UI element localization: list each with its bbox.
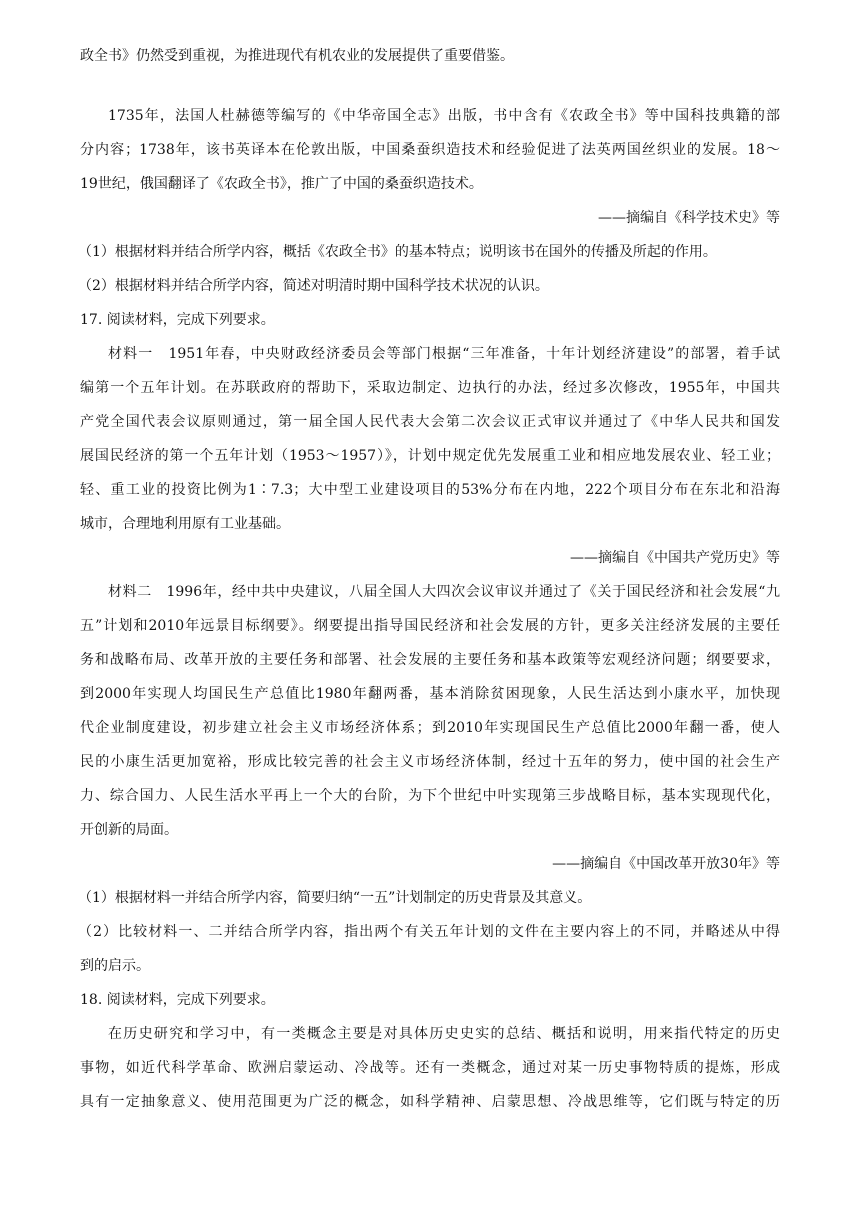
question-heading: 17. 阅读材料，完成下列要求。 (80, 312, 275, 328)
text-line: 19世纪，俄国翻译了《农政全书》，推广了中国的桑蚕织造技术。 (80, 176, 483, 192)
text-line: 1735年，法国人杜赫德等编写的《中华帝国全志》出版，书中含有《农政全书》等中国科技典籍的部 (108, 108, 780, 124)
text-line: 产党全国代表会议原则通过，第一届全国人民代表大会第二次会议正式审议并通过了《中华人民共和国发 (80, 414, 780, 430)
text-line: 到2000年实现人均国民生产总值比1980年翻两番，基本消除贫困现象，人民生活达到小康水平，加快现 (80, 686, 780, 702)
text-line: 具有一定抽象意义、使用范围更为广泛的概念，如科学精神、启蒙思想、冷战思维等，它们既与特定的历 (80, 1094, 780, 1110)
question-line: （2）根据材料并结合所学内容，简述对明清时期中国科学技术状况的认识。 (78, 278, 549, 294)
text-line: 材料一 1951年春，中央财政经济委员会等部门根据“三年准备，十年计划经济建设”的部署，着手试 (108, 346, 780, 362)
text-line: 力、综合国力、人民生活水平再上一个大的台阶，为下个世纪中叶实现第三步战略目标，基本实现现代化， (80, 788, 780, 804)
text-line: 事物，如近代科学革命、欧洲启蒙运动、冷战等。还有一类概念，通过对某一历史事物特质的提炼，形成 (80, 1060, 780, 1076)
text-line: 五”计划和2010年远景目标纲要》。纲要提出指导国民经济和社会发展的方针，更多关注经济发展的主要任 (80, 618, 780, 634)
text-line: 分内容；1738年，该书英译本在伦敦出版，中国桑蚕织造技术和经验促进了法英两国丝织业的发展。18～ (80, 142, 780, 158)
text-line: 代企业制度建设，初步建立社会主义市场经济体系；到2010年实现国民生产总值比2000年翻一番，使人 (80, 720, 780, 736)
question-line: 到的启示。 (80, 958, 150, 974)
text-line: 务和战略布局、改革开放的主要任务和部署、社会发展的主要任务和基本政策等宏观经济问题；纲要要求， (80, 652, 780, 668)
source-citation: ——摘编自《科学技术史》等 (598, 210, 780, 226)
question-line: （2）比较材料一、二并结合所学内容，指出两个有关五年计划的文件在主要内容上的不同，并略述从中得 (78, 924, 780, 940)
text-line: 材料二 1996年，经中共中央建议，八届全国人大四次会议审议并通过了《关于国民经济和社会发展“九 (108, 584, 780, 600)
text-line: 政全书》仍然受到重视，为推进现代有机农业的发展提供了重要借鉴。 (80, 48, 514, 64)
text-line: 轻、重工业的投资比例为1∶7.3；大中型工业建设项目的53%分布在内地，222个项目分布在东北和沿海 (80, 482, 780, 498)
text-line: 展国民经济的第一个五年计划（1953～1957）》，计划中规定优先发展重工业和相应地发展农业、轻工业； (80, 448, 780, 464)
text-line: 在历史研究和学习中，有一类概念主要是对具体历史史实的总结、概括和说明，用来指代特定的历史 (108, 1026, 780, 1042)
text-line: 开创新的局面。 (80, 822, 178, 838)
question-heading: 18. 阅读材料，完成下列要求。 (80, 992, 275, 1008)
text-line: 编第一个五年计划。在苏联政府的帮助下，采取边制定、边执行的办法，经过多次修改，1955年，中国共 (80, 380, 780, 396)
question-line: （1）根据材料一并结合所学内容，简要归纳“一五”计划制定的历史背景及其意义。 (78, 890, 592, 906)
text-line: 城市，合理地利用原有工业基础。 (80, 516, 290, 532)
source-citation: ——摘编自《中国改革开放30年》等 (552, 856, 780, 872)
source-citation: ——摘编自《中国共产党历史》等 (570, 550, 780, 566)
question-line: （1）根据材料并结合所学内容，概括《农政全书》的基本特点；说明该书在国外的传播及所起的作用。 (78, 244, 717, 260)
text-line: 民的小康生活更加宽裕，形成比较完善的社会主义市场经济体制，经过十五年的努力，使中国的社会生产 (80, 754, 780, 770)
